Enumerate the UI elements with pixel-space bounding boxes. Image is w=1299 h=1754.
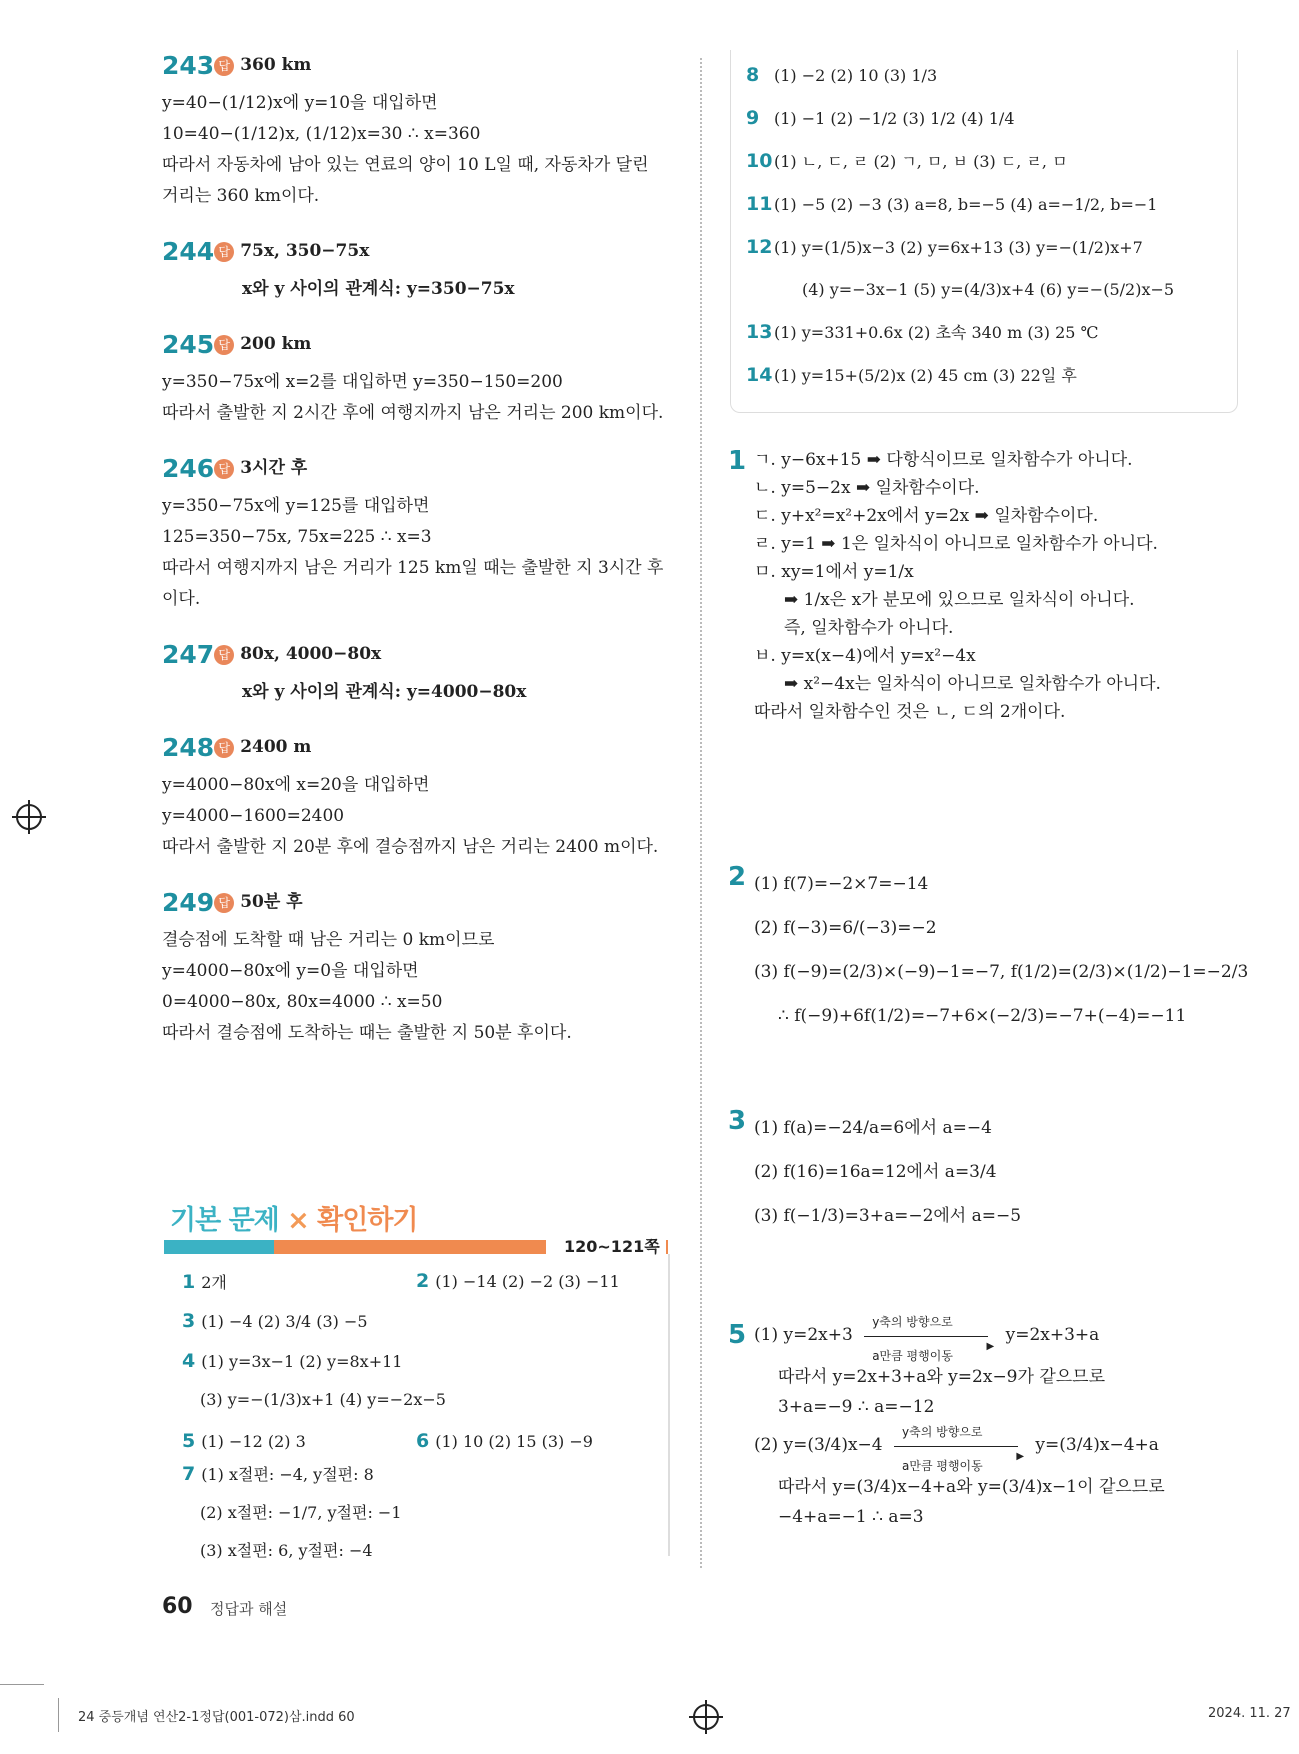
answer-number: 5 bbox=[182, 1430, 196, 1452]
problem-number: 244 bbox=[162, 237, 215, 266]
translation-result-2: y=(3/4)x−4+a bbox=[1035, 1435, 1159, 1455]
answer-text: (1) −14 (2) −2 (3) −11 bbox=[435, 1272, 620, 1291]
basic-answer-row bbox=[416, 1270, 620, 1292]
solution-line: ∴ f(−9)+6f(1/2)=−7+6×(−2/3)=−7+(−4)=−11 bbox=[778, 1006, 1187, 1026]
solution-line: (1) f(7)=−2×7=−14 bbox=[754, 874, 929, 894]
solution-line: y=40−(1/12)x에 y=10을 대입하면 bbox=[162, 93, 438, 113]
problem-number: 243 bbox=[162, 51, 215, 80]
solution-line: 따라서 y=(3/4)x−4+a와 y=(3/4)x−1이 같으므로 bbox=[778, 1477, 1165, 1497]
answer-number: 3 bbox=[182, 1310, 196, 1332]
solution-line: 즉, 일차함수가 아니다. bbox=[784, 618, 954, 638]
solution-line: (3) f(−9)=(2/3)×(−9)−1=−7, f(1/2)=(2/3)×(1/2)−1=−2/3 bbox=[754, 962, 1249, 982]
basic-answer-row bbox=[182, 1430, 306, 1452]
problem-number: 245 bbox=[162, 330, 215, 359]
solution-line: (2) f(16)=16a=12에서 a=3/4 bbox=[754, 1162, 997, 1182]
solution-line: 결승점에 도착할 때 남은 거리는 0 km이므로 bbox=[162, 930, 495, 950]
answer-text: 200 km bbox=[240, 334, 312, 354]
solution-line: ㄷ. y+x²=x²+2x에서 y=2x ➡ 일차함수이다. bbox=[754, 506, 1099, 526]
answer-number: 6 bbox=[416, 1430, 430, 1452]
page-number: 60 bbox=[162, 1594, 193, 1619]
solution-line: (3) f(−1/3)=3+a=−2에서 a=−5 bbox=[754, 1206, 1022, 1226]
solution-line: 따라서 자동차에 남아 있는 연료의 양이 10 L일 때, 자동차가 달린 bbox=[162, 155, 649, 175]
answer-text: 2400 m bbox=[240, 737, 312, 757]
basic-answer-row bbox=[182, 1462, 374, 1485]
answer-text: (4) y=−3x−1 (5) y=(4/3)x+4 (6) y=−(5/2)x−5 bbox=[802, 280, 1175, 299]
problem-number: 248 bbox=[162, 733, 215, 762]
answer-text: (1) y=3x−1 (2) y=8x+11 bbox=[201, 1352, 403, 1371]
answer-number: 8 bbox=[746, 64, 760, 86]
translation-result-1: y=2x+3+a bbox=[1005, 1325, 1100, 1345]
left-column bbox=[162, 50, 682, 1073]
answer-number: 13 bbox=[746, 321, 773, 343]
basic-answer-row bbox=[200, 1538, 373, 1561]
relation-text: x와 y 사이의 관계식: y=4000−80x bbox=[242, 682, 527, 702]
solution-line: ㄱ. y−6x+15 ➡ 다항식이므로 일차함수가 아니다. bbox=[754, 450, 1133, 470]
basic-answer-row bbox=[416, 1430, 593, 1452]
basic-answer-row bbox=[200, 1500, 402, 1523]
solution-line: ㅁ. xy=1에서 y=1/x bbox=[754, 562, 914, 582]
answer-number: 4 bbox=[182, 1350, 196, 1372]
solution-line: 따라서 결승점에 도착하는 때는 출발한 지 50분 후이다. bbox=[162, 1023, 572, 1043]
solution-5 bbox=[728, 1314, 1238, 1532]
problem-number: 246 bbox=[162, 454, 215, 483]
solution-line: 10=40−(1/12)x, (1/12)x=30 ∴ x=360 bbox=[162, 124, 481, 144]
answer-number: 11 bbox=[746, 193, 773, 215]
solution-line: 따라서 여행지까지 남은 거리가 125 km일 때는 출발한 지 3시간 후 bbox=[162, 558, 664, 578]
print-date: 2024. 11. 27 bbox=[1208, 1706, 1291, 1721]
answer-text: (1) y=331+0.6x (2) 초속 340 m (3) 25 ℃ bbox=[774, 323, 1099, 342]
solution-line: y=4000−1600=2400 bbox=[162, 806, 345, 826]
answer-text: (1) x절편: −4, y절편: 8 bbox=[201, 1465, 374, 1484]
solution-line: ㅂ. y=x(x−4)에서 y=x²−4x bbox=[754, 646, 976, 666]
answer-number: 9 bbox=[746, 107, 760, 129]
solution-number: 3 bbox=[728, 1106, 747, 1136]
page-reference: 120~121쪽 bbox=[558, 1234, 666, 1257]
solution-line: ㄹ. y=1 ➡ 1은 일차식이 아니므로 일차함수가 아니다. bbox=[754, 534, 1158, 554]
answer-text: 3시간 후 bbox=[240, 458, 308, 478]
solution-line: 0=4000−80x, 80x=4000 ∴ x=50 bbox=[162, 992, 443, 1012]
answer-number: 14 bbox=[746, 364, 773, 386]
answer-text: (2) x절편: −1/7, y절편: −1 bbox=[200, 1503, 402, 1522]
answer-row bbox=[746, 189, 1236, 220]
answer-text: (1) −1 (2) −1/2 (3) 1/2 (4) 1/4 bbox=[774, 109, 1015, 128]
print-slug: 24 중등개념 연산2-1정답(001-072)삼.indd 60 bbox=[78, 1710, 355, 1725]
solution-line: 따라서 y=2x+3+a와 y=2x−9가 같으므로 bbox=[778, 1367, 1106, 1387]
registration-mark-icon bbox=[16, 804, 42, 830]
solution-line: ➡ 1/x은 x가 분모에 있으므로 일차식이 아니다. bbox=[784, 590, 1135, 610]
translation-start-2: (2) y=(3/4)x−4 bbox=[754, 1435, 883, 1455]
solution-3 bbox=[728, 1106, 1238, 1238]
solution-line: y=4000−80x에 x=20을 대입하면 bbox=[162, 775, 430, 795]
answer-row bbox=[746, 275, 1236, 305]
answer-badge-icon: 답 bbox=[214, 335, 234, 355]
solution-line: 따라서 출발한 지 20분 후에 결승점까지 남은 거리는 2400 m이다. bbox=[162, 837, 659, 857]
solution-line: ㄴ. y=5−2x ➡ 일차함수이다. bbox=[754, 478, 980, 498]
crop-mark bbox=[58, 1698, 59, 1732]
solution-line: (1) f(a)=−24/a=6에서 a=−4 bbox=[754, 1118, 992, 1138]
problem-number: 247 bbox=[162, 640, 215, 669]
answer-text: (1) −4 (2) 3/4 (3) −5 bbox=[201, 1312, 368, 1331]
answer-badge-icon: 답 bbox=[214, 738, 234, 758]
registration-mark-icon bbox=[693, 1704, 719, 1730]
answer-badge-icon: 답 bbox=[214, 893, 234, 913]
solution-line: ➡ x²−4x는 일차식이 아니므로 일차함수가 아니다. bbox=[784, 674, 1161, 694]
answer-row bbox=[746, 60, 1236, 91]
relation-text: x와 y 사이의 관계식: y=350−75x bbox=[242, 279, 515, 299]
answer-text: (1) ㄴ, ㄷ, ㄹ (2) ㄱ, ㅁ, ㅂ (3) ㄷ, ㄹ, ㅁ bbox=[774, 152, 1068, 171]
answer-number: 2 bbox=[416, 1270, 430, 1292]
solution-number: 5 bbox=[728, 1320, 747, 1350]
solution-line: 125=350−75x, 75x=225 ∴ x=3 bbox=[162, 527, 432, 547]
solution-line: y=350−75x에 y=125를 대입하면 bbox=[162, 496, 430, 516]
solution-2 bbox=[728, 862, 1249, 1038]
solution-line: 거리는 360 km이다. bbox=[162, 186, 320, 206]
problem-245 bbox=[162, 329, 682, 429]
solution-line: 3+a=−9 ∴ a=−12 bbox=[778, 1397, 935, 1417]
problem-246 bbox=[162, 453, 682, 615]
basic-answer-row bbox=[182, 1350, 402, 1372]
answer-row bbox=[746, 317, 1236, 348]
solution-line: 따라서 출발한 지 2시간 후에 여행지까지 남은 거리는 200 km이다. bbox=[162, 403, 664, 423]
basic-answer-row bbox=[182, 1310, 368, 1332]
column-divider bbox=[700, 58, 702, 1568]
translation-arrow: y축의 방향으로 ▶ a만큼 평행이동 bbox=[894, 1431, 1024, 1461]
answer-badge-icon: 답 bbox=[214, 459, 234, 479]
page-label: 정답과 해설 bbox=[210, 1600, 288, 1618]
problem-243 bbox=[162, 50, 682, 212]
solution-number: 2 bbox=[728, 862, 747, 892]
answer-text: (1) −2 (2) 10 (3) 1/3 bbox=[774, 66, 938, 85]
problem-249 bbox=[162, 887, 682, 1049]
solution-number: 1 bbox=[728, 446, 747, 476]
answer-text: 80x, 4000−80x bbox=[240, 644, 382, 664]
translation-arrow: y축의 방향으로 ▶ a만큼 평행이동 bbox=[864, 1321, 994, 1351]
problem-247 bbox=[162, 639, 682, 708]
answer-row bbox=[746, 232, 1236, 263]
answer-text: (1) 10 (2) 15 (3) −9 bbox=[435, 1432, 593, 1451]
translation-start-1: (1) y=2x+3 bbox=[754, 1325, 853, 1345]
solution-line: 따라서 일차함수인 것은 ㄴ, ㄷ의 2개이다. bbox=[754, 702, 1066, 722]
solution-line: y=4000−80x에 y=0을 대입하면 bbox=[162, 961, 419, 981]
answer-row bbox=[746, 103, 1236, 134]
problem-number: 249 bbox=[162, 888, 215, 917]
answer-badge-icon: 답 bbox=[214, 242, 234, 262]
answer-text: (3) x절편: 6, y절편: −4 bbox=[200, 1541, 373, 1560]
problem-248 bbox=[162, 732, 682, 863]
answer-text: (1) −12 (2) 3 bbox=[201, 1432, 306, 1451]
solution-line: 이다. bbox=[162, 589, 201, 609]
answer-number: 10 bbox=[746, 150, 773, 172]
answer-text: (1) y=15+(5/2)x (2) 45 cm (3) 22일 후 bbox=[774, 366, 1077, 385]
basic-answer-row bbox=[182, 1270, 227, 1293]
basic-section-title: 기본 문제 × 확인하기 bbox=[170, 1205, 418, 1236]
section-bar-teal bbox=[164, 1240, 274, 1254]
answer-row bbox=[746, 146, 1236, 177]
answer-text: (1) y=(1/5)x−3 (2) y=6x+13 (3) y=−(1/2)x+7 bbox=[774, 238, 1143, 257]
answer-text: (1) −5 (2) −3 (3) a=8, b=−5 (4) a=−1/2, b=−1 bbox=[774, 195, 1158, 214]
crop-mark bbox=[0, 1684, 44, 1685]
section-bar-orange bbox=[274, 1240, 546, 1254]
basic-answer-row bbox=[200, 1390, 446, 1409]
answer-row bbox=[746, 360, 1236, 391]
answer-number: 7 bbox=[182, 1463, 196, 1485]
solution-line: y=350−75x에 x=2를 대입하면 y=350−150=200 bbox=[162, 372, 563, 392]
answer-text: 2개 bbox=[201, 1273, 227, 1292]
solution-1 bbox=[728, 446, 1238, 726]
solution-line: (2) f(−3)=6/(−3)=−2 bbox=[754, 918, 937, 938]
answer-text: 360 km bbox=[240, 55, 312, 75]
answer-text: 75x, 350−75x bbox=[240, 241, 370, 261]
answer-number: 12 bbox=[746, 236, 773, 258]
solution-line: −4+a=−1 ∴ a=3 bbox=[778, 1507, 924, 1527]
answer-badge-icon: 답 bbox=[214, 56, 234, 76]
answer-text: 50분 후 bbox=[240, 892, 303, 912]
right-answer-list bbox=[746, 60, 1236, 403]
answer-text: (3) y=−(1/3)x+1 (4) y=−2x−5 bbox=[200, 1390, 446, 1409]
problem-244 bbox=[162, 236, 682, 305]
answer-number: 1 bbox=[182, 1271, 196, 1293]
answer-badge-icon: 답 bbox=[214, 645, 234, 665]
